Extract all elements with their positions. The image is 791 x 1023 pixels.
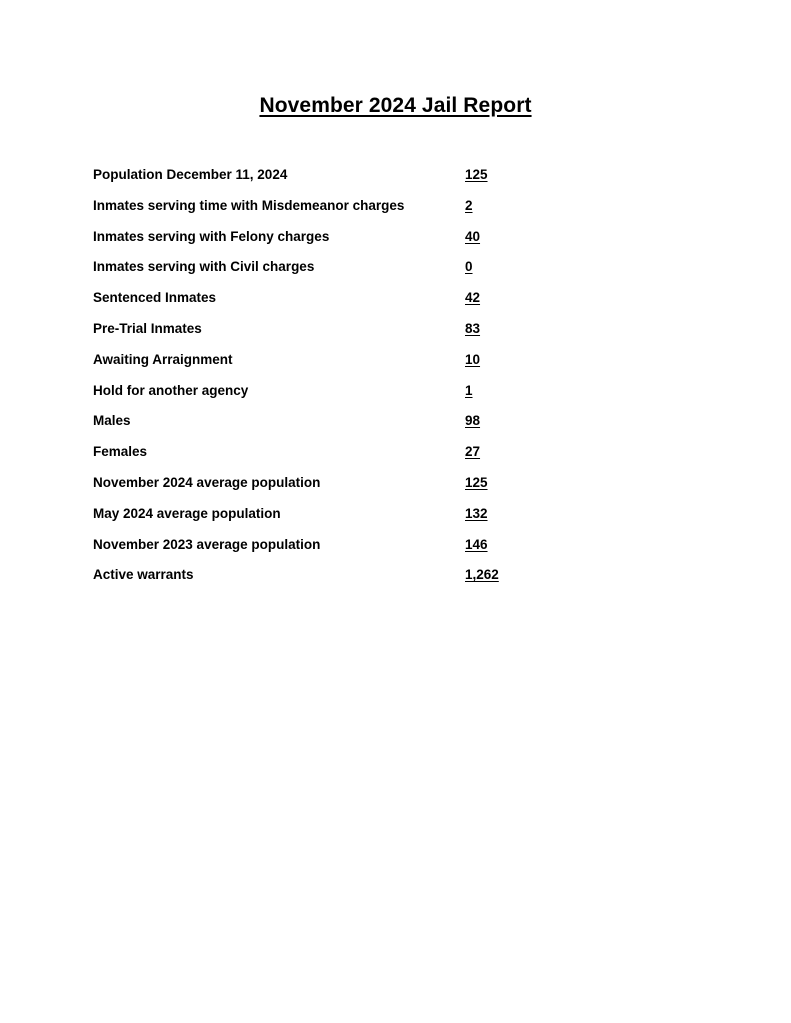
stat-value: 132 [465,505,488,521]
stat-row-awaiting-arraignment [93,347,593,378]
stat-value: 1 [465,382,473,398]
stat-value: 125 [465,474,488,490]
stat-row-active-warrants [93,562,593,593]
stat-value: 42 [465,290,481,306]
stat-label: Population December 11, 2024 [93,167,288,182]
stat-label: Awaiting Arraignment [93,351,233,367]
stat-label: Inmates serving with Felony charges [93,228,330,244]
stat-value: 27 [465,444,481,460]
stat-value: 40 [465,228,481,244]
stat-value: 2 [465,197,473,213]
stat-row-hold-other-agency [93,378,593,409]
stat-row-civil [93,254,593,285]
stat-row-may-2024-average [93,501,593,532]
stat-label: Sentenced Inmates [93,290,217,306]
stat-value: 1,262 [465,567,499,583]
stat-label: Pre-Trial Inmates [93,320,202,336]
stat-label: Inmates serving with Civil charges [93,259,315,275]
stat-row-males [93,408,593,439]
stat-label: Inmates serving time with Misdemeanor charges [93,197,405,213]
jail-statistics-list [93,162,593,593]
stat-row-sentenced [93,285,593,316]
stat-label: Females [93,444,148,460]
stat-value: 0 [465,259,473,275]
stat-value: 125 [465,167,488,182]
stat-row-felony [93,224,593,255]
stat-row-misdemeanor [93,193,593,224]
stat-row-nov-2023-average [93,532,593,563]
stat-row-females [93,439,593,470]
stat-value: 83 [465,320,481,336]
stat-label: November 2024 average population [93,474,321,490]
stat-row-population-date [93,162,593,193]
stat-row-nov-2024-average [93,470,593,501]
stat-value: 10 [465,351,481,367]
stat-label: Males [93,413,131,429]
stat-value: 98 [465,413,481,429]
stat-label: Hold for another agency [93,382,249,398]
stat-value: 146 [465,536,488,552]
stat-label: November 2023 average population [93,536,321,552]
stat-row-pretrial [93,316,593,347]
page-title: November 2024 Jail Report [259,94,532,117]
stat-label: May 2024 average population [93,505,281,521]
stat-label: Active warrants [93,567,194,583]
